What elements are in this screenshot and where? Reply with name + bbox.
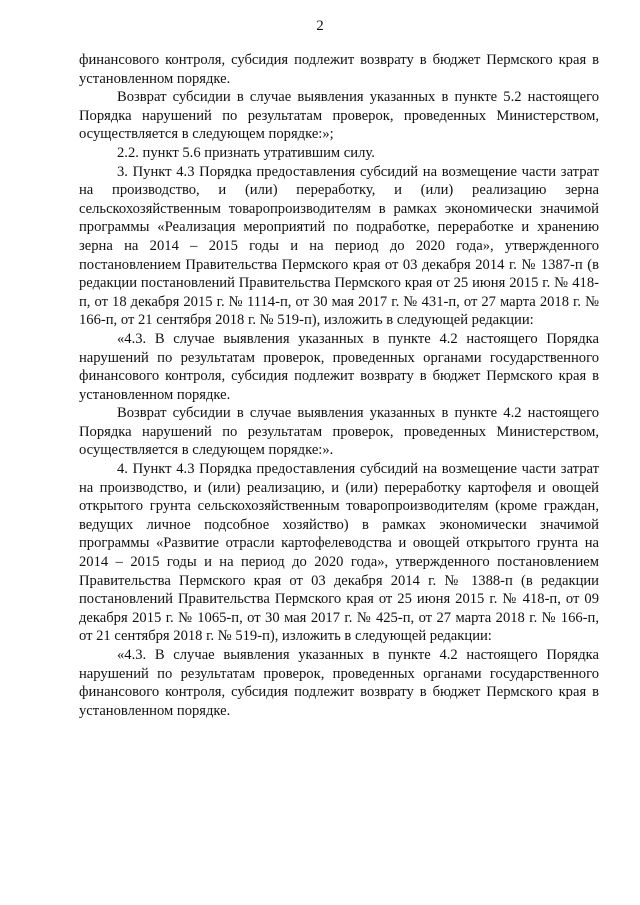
paragraph-quote-4-3-potato: «4.3. В случае выявления указанных в пункте 4.2 настоящего Порядка нарушений по результатам проверок, проведенных органами государственного финансового контроля, субсидия подлежит возврату в бюджет Пермского края в установленном порядке. [79, 647, 599, 719]
page-number: 2 [316, 18, 324, 34]
paragraph-refund-procedure-5-2: Возврат субсидии в случае выявления указанных в пункте 5.2 настоящего Порядка нарушений по результатам проверок, проведенных Министерством, осуществляется в следующем порядке:»; [79, 89, 599, 143]
paragraph-item-3: 3. Пункт 4.3 Порядка предоставления субсидий на возмещение части затрат на производство, и (или) переработку, и (или) реализацию зерна сельскохозяйственным товаропроизводителям в рамках экономически значимой программы «Реализация мероприятий по подработке, переработке и хранению зерна на 2014 – 2015 годы и на период до 2020 года», утвержденного постановлением Правительства Пермского края от 03 декабря 2014 г. № 1387-п (в редакции постановлений Правительства Пермского края от 25 июня 2015 г. № 418-п, от 18 декабря 2015 г. № 1114-п, от 30 мая 2017 г. № 431-п, от 27 марта 2018 г. № 166-п, от 21 сентября 2018 г. № 519-п), изложить в следующей редакции: [79, 163, 599, 329]
paragraph-quote-4-3-grain: «4.3. В случае выявления указанных в пункте 4.2 настоящего Порядка нарушений по результатам проверок, проведенных органами государственного финансового контроля, субсидия подлежит возврату в бюджет Пермского края в установленном порядке. [79, 330, 599, 403]
document-body [79, 51, 599, 720]
paragraph-continuation: финансового контроля, субсидия подлежит возврату в бюджет Пермского края в установленном порядке. [79, 52, 599, 87]
paragraph-item-4: 4. Пункт 4.3 Порядка предоставления субсидий на возмещение части затрат на производство, и (или) реализацию, и (или) переработку картофеля и овощей открытого грунта сельскохозяйственным товаропроизводителям (кроме граждан, ведущих личное подсобное хозяйство) в рамках экономически значимой программы «Развитие отрасли картофелеводства и овощей открытого грунта на 2014 – 2015 годы и на период до 2020 года», утвержденного постановлением Правительства Пермского края от 03 декабря 2014 г. № 1388-п (в редакции постановлений Правительства Пермского края от 25 июня 2015 г. № 418-п, от 09 декабря 2015 г. № 1065-п, от 30 мая 2017 г. № 425-п, от 27 марта 2018 г. № 166-п, от 21 сентября 2018 г. № 519-п), изложить в следующей редакции: [79, 461, 599, 645]
paragraph-item-2-2: 2.2. пункт 5.6 признать утратившим силу. [117, 144, 375, 161]
paragraph-refund-procedure-4-2-grain: Возврат субсидии в случае выявления указанных в пункте 4.2 настоящего Порядка нарушений по результатам проверок, проведенных Министерством, осуществляется в следующем порядке:». [79, 405, 599, 459]
